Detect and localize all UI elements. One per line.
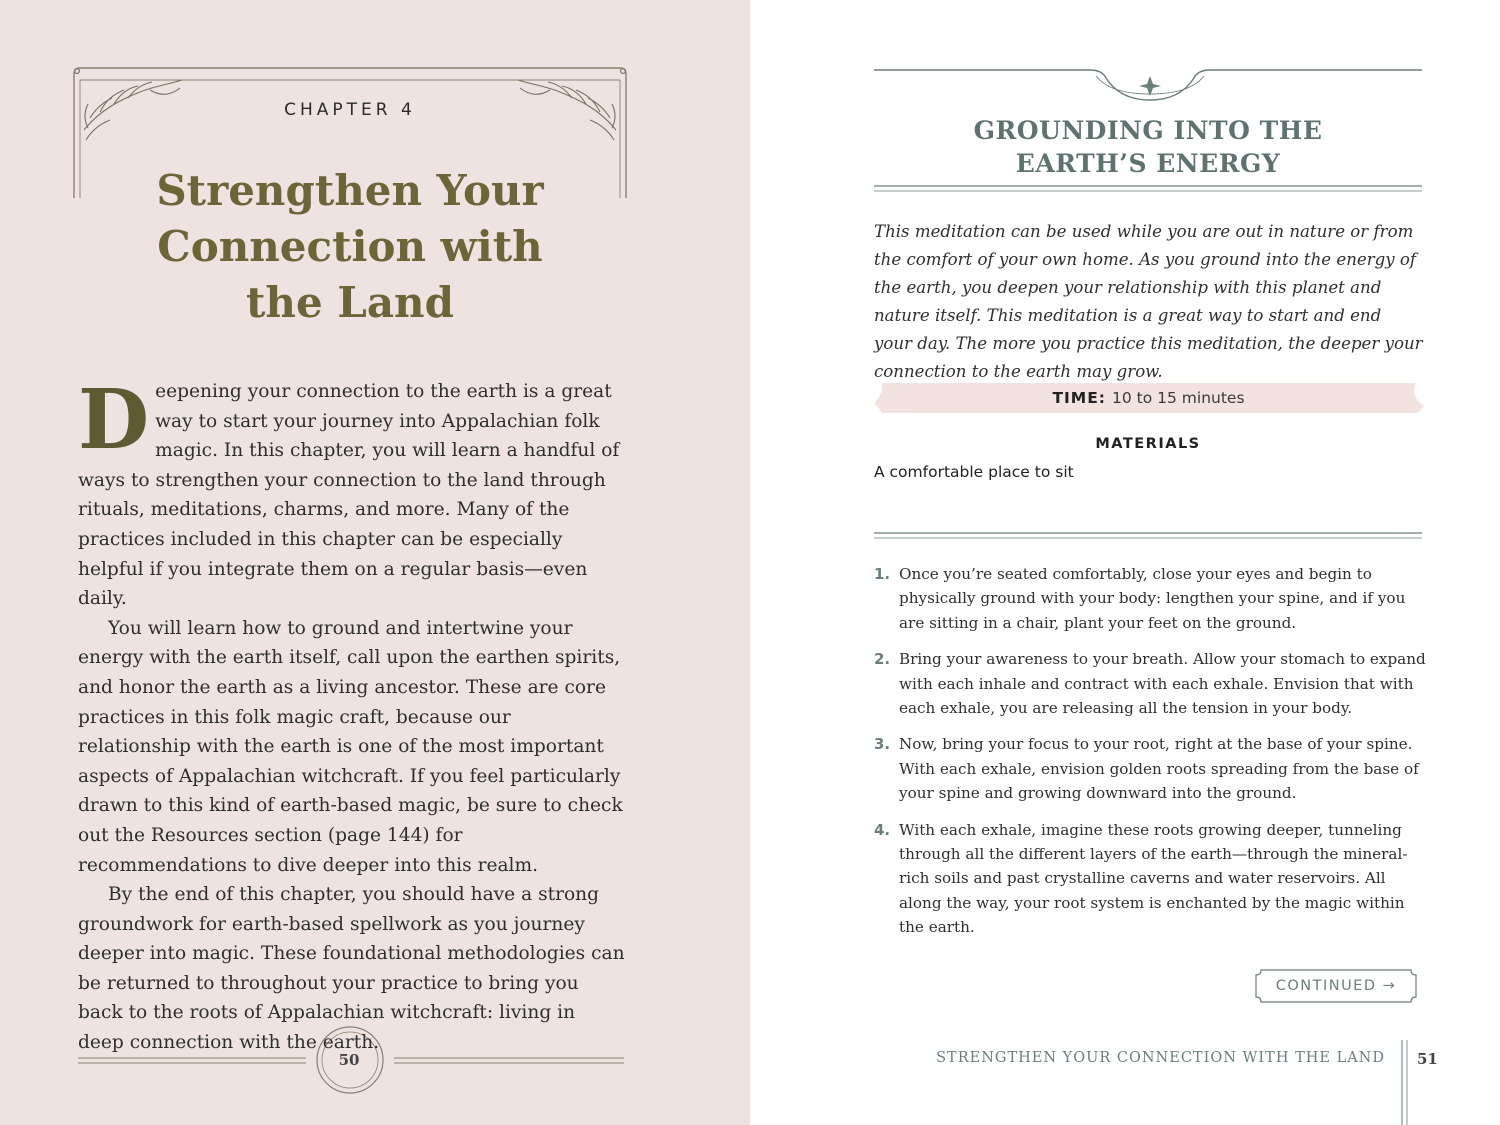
step-text: With each exhale, imagine these roots growing deeper, tunneling through all the different layers of the earth—through the mineral-rich soils and past crystalline caverns and water reservoirs. All along the way, your root system is enchanted by the magic within the earth. — [899, 820, 1408, 937]
chapter-intro — [78, 372, 626, 1058]
step-item — [874, 818, 1426, 940]
running-head: STRENGTHEN YOUR CONNECTION WITH THE LAND — [936, 1050, 1385, 1066]
page-number: 51 — [1417, 1050, 1438, 1068]
steps-list — [874, 562, 1426, 952]
materials-item: A comfortable place to sit — [874, 463, 1074, 481]
intro-paragraph-text: eepening your connection to the earth is a great way to start your journey into Appalachian folk magic. In this chapter, you will learn a handful of ways to strengthen your connection to the land through rituals, meditations, charms, and more. Many of the practices included in this chapter can be especially helpful if you integrate them on a regular basis—even daily. — [78, 381, 620, 610]
right-page — [750, 0, 1500, 1125]
continued-button[interactable] — [1255, 969, 1417, 1003]
chapter-title-line: the Land — [246, 278, 454, 327]
step-item — [874, 732, 1426, 805]
step-number: 4. — [874, 820, 891, 839]
continued-label: CONTINUED → — [1275, 978, 1397, 994]
chapter-title-line: Connection with — [157, 222, 543, 271]
drop-cap: D — [78, 372, 150, 468]
chapter-title — [100, 163, 600, 331]
page-number: 50 — [338, 1051, 360, 1069]
step-item — [874, 647, 1426, 720]
step-text: Now, bring your focus to your root, right at the base of your spine. With each exhale, envision golden roots spreading from the base of your spine and growing downward into the ground. — [899, 735, 1419, 803]
chapter-label: CHAPTER 4 — [284, 100, 416, 120]
chapter-title-line: Strengthen Your — [156, 166, 544, 215]
section-title-line: EARTH’S ENERGY — [1015, 149, 1281, 178]
section-title — [874, 114, 1422, 180]
intro-paragraph: By the end of this chapter, you should have a strong groundwork for earth-based spellwork as you journey deeper into magic. These foundational methodologies can be returned to throughout your practice to bring you back to the roots of Appalachian witchcraft: living in deep connection with the earth. — [78, 884, 625, 1054]
step-item — [874, 562, 1426, 635]
time-bar — [876, 383, 1421, 413]
star-icon — [1139, 76, 1161, 96]
intro-paragraph — [78, 372, 626, 614]
step-number: 2. — [874, 650, 891, 669]
step-text: Bring your awareness to your breath. Allow your stomach to expand with each inhale and contract with each exhale. Envision that with each exhale, you are releasing all the tension in your body. — [899, 650, 1426, 718]
step-number: 1. — [874, 565, 891, 583]
meditation-intro: This meditation can be used while you are out in nature or from the comfort of your own home. As you ground into the energy of the earth, you deepen your relationship with this planet and nature itself. This meditation is a great way to start and end your day. The more you practice this meditation, the deeper your connection to the earth may grow. — [874, 222, 1423, 381]
time-value: 10 to 15 minutes — [1112, 389, 1245, 407]
step-number: 3. — [874, 735, 891, 754]
intro-paragraph: You will learn how to ground and intertwine your energy with the earth itself, call upon the earthen spirits, and honor the earth as a living ancestor. These are core practices in this folk magic craft, because our relationship with the earth is one of the most important aspects of Appalachian witchcraft. If you feel particularly drawn to this kind of earth-based magic, be sure to check out the Resources section (page 144) for recommendations to dive deeper into this realm. — [78, 617, 623, 876]
time-label: TIME: — [1052, 389, 1107, 407]
materials-heading: MATERIALS — [1095, 436, 1201, 452]
section-title-line: GROUNDING INTO THE — [973, 116, 1323, 145]
step-text: Once you’re seated comfortably, close your eyes and begin to physically ground with your body: lengthen your spine, and if you are sitting in a chair, plant your feet on the ground. — [899, 565, 1406, 632]
